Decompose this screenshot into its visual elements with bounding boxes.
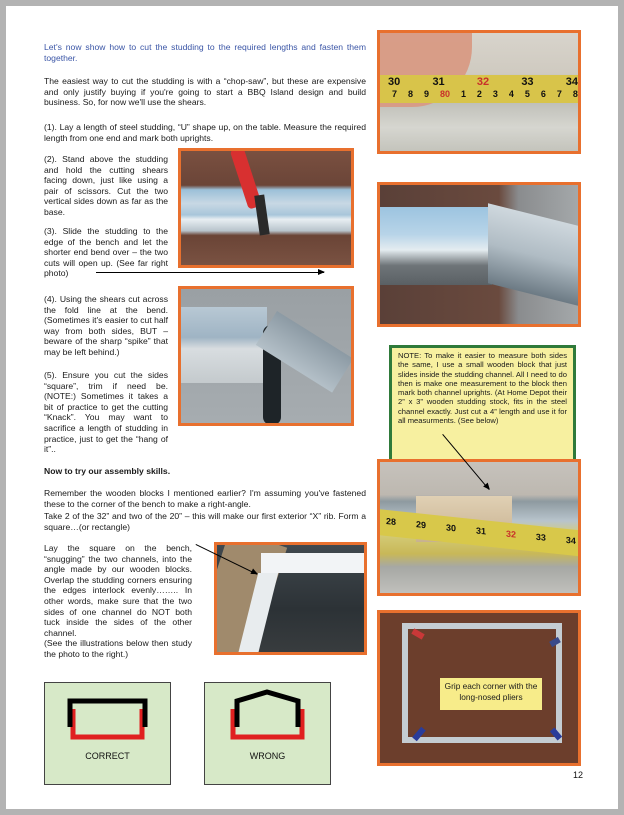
diagram-label-wrong: WRONG [249,751,286,761]
wrong-interlock-drawing [205,683,330,784]
shears-blade [254,194,269,235]
assembly-heading: Now to try our assembly skills. [44,466,171,476]
diagram-label-correct: CORRECT [85,751,130,761]
step-2: (2). Stand above the studding and hold the cutting shears facing down, just like using a pair of scissors. Cut the two vertical sides down as far as the base. [44,154,168,217]
photo-tape-measure [377,30,581,154]
photo-bent-studding [377,182,581,327]
page-number: 12 [573,770,584,780]
diagram-wrong [204,682,331,785]
assembly-paragraph-2: Take 2 of the 32” and two of the 20” – this will make our first exterior “X” rib. Form a square…(or rectangle) [44,511,366,532]
correct-interlock-drawing [45,683,170,784]
studding-left [181,307,267,383]
studding-flat [380,207,492,285]
tape-numbers-bottom: 7 8 9 80 1 2 3 4 5 6 7 8 [392,89,578,99]
assembly-paragraph-4: (See the illustrations below then study the photo to the right.) [44,638,192,659]
assembly-paragraph-1: Remember the wooden blocks I mentioned earlier? I'm assuming you've fastened these to the corner of the bench to make a right-angle. [44,488,366,509]
intro-heading: Let's now show how to cut the studding to the required lengths and fasten them together. [44,42,366,63]
photo-shears-cutting [178,148,354,268]
step-3: (3). Slide the studding to the edge of the bench and let the shorter end bend over – the two cuts will open up. (See far right photo) [44,226,168,279]
intro-paragraph: The easiest way to cut the studding is with a “chop-saw”, but these are expensive and only justify buying if you're going to start a BBQ Island design and build business. So, for now we'll use the shears. [44,76,366,108]
step-5: (5). Ensure you cut the sides “square”, trim if need be. (NOTE:) Sometimes it takes a bit of practice to get the cutting “Knack”. You may want to sacrifice a length of studding in practice, just to get the “hang of it”.. [44,370,168,455]
black-channel [70,701,145,727]
red-channel [233,709,302,737]
step-1: (1). Lay a length of steel studding, “U” shape up, on the table. Measure the required length from one end and mark both uprights. [44,122,366,143]
tape-numbers-block: 28 29 30 31 32 33 34 [386,516,576,546]
document-page [6,6,618,809]
studding-bent-end [488,203,581,310]
assembly-paragraph-3: Lay the square on the bench, “snugging” the two channels, into the angle made by our wooden blocks. Overlap the studding corners ensuring the edges interlock evenly…….. In other words, make sure that the two sides of one channel do NOT both tuck inside the sides of the other channel. [44,543,192,638]
black-channel [237,692,298,727]
step-4: (4). Using the shears cut across the fold line at the bend. (Sometimes it's easier to cut half way from both sides, BUT – beware of the sharp “spike” that may be left behind.) [44,294,168,357]
diagram-correct [44,682,171,785]
note-box: NOTE: To make it easier to measure both sides the same, I use a small wooden block that just slides inside the studding channel. All I need to do then is make one measurement to the block then mark both channel uprights. (At Home Depot their 2” x 3” wooden studding stock, fits in the steel channel exactly. Just cut a 4” length and use it for all measurments. (See below) [389,345,576,469]
arrow-to-far-right-photo [96,272,324,273]
photo-caption: Grip each corner with the long-nosed pliers [440,678,542,710]
photo-corner-interlock [214,542,367,655]
tape-numbers-top: 30 31 32 33 34 [388,76,578,88]
red-channel [73,709,142,737]
photo-cut-fold [178,286,354,426]
channel-top [261,553,367,573]
